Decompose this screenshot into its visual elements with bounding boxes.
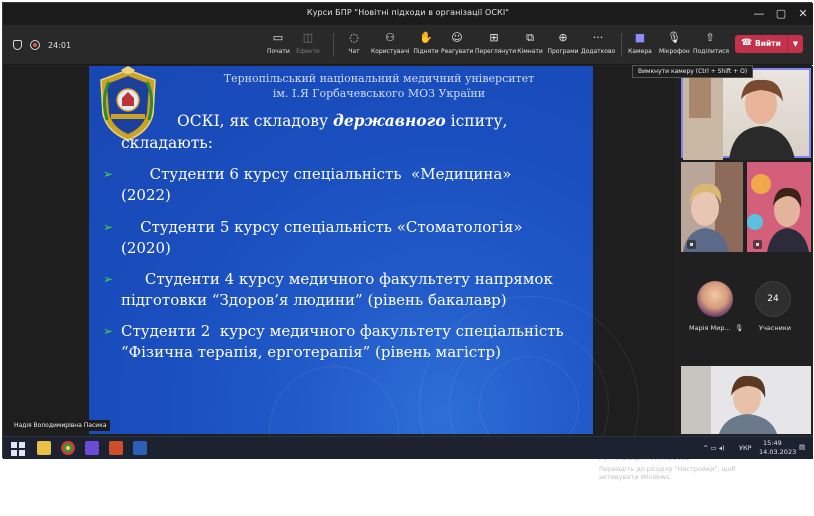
microphone-icon: 🎙 bbox=[667, 31, 681, 44]
presenter-name-label: Надія Володимирівна Пасика bbox=[11, 420, 110, 431]
participant-video-tile[interactable] bbox=[681, 68, 811, 158]
file-explorer-icon[interactable] bbox=[37, 441, 51, 455]
participants-count-badge[interactable]: 24 bbox=[755, 281, 791, 317]
rooms-icon: ⧉ bbox=[526, 31, 534, 44]
meeting-toolbar bbox=[3, 25, 813, 65]
meeting-status bbox=[13, 38, 71, 52]
powerpoint-icon[interactable] bbox=[109, 441, 123, 455]
participant-video-tile[interactable] bbox=[747, 162, 811, 252]
people-icon: ⚇ bbox=[385, 31, 395, 44]
leave-button[interactable]: ☎ Вийти ▼ bbox=[735, 35, 803, 53]
apps-icon: ⊕ bbox=[558, 31, 568, 44]
teams-icon[interactable] bbox=[85, 441, 99, 455]
slide-heading-line2: складають: bbox=[121, 134, 213, 152]
grid-icon: ⊞ bbox=[489, 31, 499, 44]
self-video-tile[interactable] bbox=[681, 366, 811, 434]
arrow-bullet-icon: ➢ bbox=[103, 324, 114, 338]
toolbar-divider bbox=[621, 33, 622, 57]
meeting-timer: 24:01 bbox=[48, 40, 72, 50]
camera-tooltip: Вимкнути камеру (Ctrl + Shift + O) bbox=[632, 65, 753, 78]
smile-icon: ☺ bbox=[451, 31, 463, 44]
avatar[interactable] bbox=[697, 281, 733, 317]
share-icon: ▭ bbox=[272, 31, 284, 44]
windows-taskbar bbox=[3, 436, 813, 459]
muted-mic-icon: 🎙 bbox=[735, 324, 744, 332]
arrow-bullet-icon: ➢ bbox=[103, 272, 114, 286]
participants-panel bbox=[675, 66, 813, 459]
screen bbox=[2, 2, 812, 481]
people-button[interactable]: ⚇ Користувачі bbox=[371, 31, 410, 55]
apps-button[interactable]: ⊕ Програми bbox=[547, 31, 579, 55]
share-button[interactable]: ⇧ Поділитися bbox=[693, 31, 730, 55]
chevron-down-icon[interactable]: ▼ bbox=[787, 35, 803, 53]
share-up-icon: ⇧ bbox=[705, 31, 715, 44]
chrome-icon[interactable] bbox=[61, 441, 75, 455]
notifications-icon[interactable]: ▤ bbox=[799, 443, 806, 451]
rooms-button[interactable]: ⧉ Кімнати bbox=[517, 31, 543, 55]
windows-start-icon[interactable] bbox=[11, 441, 25, 455]
arrow-bullet-icon: ➢ bbox=[103, 220, 114, 234]
system-tray-icons[interactable]: ^ ▭ ◂) bbox=[703, 444, 725, 452]
university-name-line2: ім. І.Я Горбачевського МОЗ України bbox=[272, 87, 486, 100]
camera-button[interactable]: ■ Камера bbox=[628, 31, 652, 55]
word-icon[interactable] bbox=[133, 441, 147, 455]
university-name-line1: Тернопільський національний медичний університет bbox=[223, 72, 535, 85]
university-crest-icon bbox=[97, 68, 159, 142]
participant-video bbox=[681, 162, 743, 252]
participant-video-tile[interactable] bbox=[681, 162, 743, 252]
participant-video bbox=[683, 70, 813, 160]
camera-icon: ■ bbox=[634, 31, 646, 44]
view-button[interactable]: ⊞ Переглянути bbox=[475, 31, 517, 55]
self-video bbox=[681, 366, 811, 434]
hand-icon: ✋ bbox=[419, 31, 433, 44]
effects-icon: ◫ bbox=[302, 31, 314, 44]
microphone-button[interactable]: 🎙 Мікрофон bbox=[659, 31, 690, 55]
muted-mic-icon: ▪ bbox=[687, 240, 696, 249]
maximize-button[interactable]: ▢ bbox=[775, 7, 787, 20]
chat-icon: ◌ bbox=[349, 31, 359, 44]
chat-button[interactable]: ◌ Чат bbox=[343, 31, 365, 63]
close-button[interactable]: ✕ bbox=[798, 7, 808, 20]
raise-hand-button[interactable]: ✋ Підняти bbox=[413, 31, 439, 55]
title-bar bbox=[3, 3, 813, 25]
arrow-bullet-icon: ➢ bbox=[103, 167, 114, 181]
recording-icon bbox=[30, 40, 40, 50]
effects-button[interactable]: ◫ Ефекти bbox=[296, 31, 320, 55]
minimize-button[interactable]: — bbox=[753, 7, 765, 20]
shield-icon bbox=[13, 40, 22, 50]
react-button[interactable]: ☺ Реагувати bbox=[441, 31, 474, 55]
participant-video bbox=[747, 162, 811, 252]
window-title: Курси БПР "Новітні підходи в організації ОСКІ" bbox=[306, 8, 510, 17]
more-icon: ··· bbox=[592, 31, 604, 44]
participants-label: Учасники bbox=[759, 324, 791, 332]
clock-date[interactable]: 14.03.2023 bbox=[759, 448, 797, 456]
windows-activation-watermark: Перейдіть до розділу "Настройки", щоб активувати Windows. bbox=[599, 465, 736, 481]
language-indicator[interactable]: УКР bbox=[739, 444, 752, 452]
presentation-slide: Тернопільський національний медичний університет ім. І.Я Горбачевського МОЗ України ОСКІ, як складову державного іспиту, складають: ➢ Студенти 6 курсу спеціальність «Медицина» (2022) ➢ Студенти 5 курсу спеціальність «Стоматологія» (2020) ➢ Студенти 4 курсу медичного факультету напрямок підготовки “Здоров’я людини” (рівень бакалавр) ➢ Студенти 2 курсу медичного факультету спеціальність “Фізична терапія, ерготерапія” (рівень магістр) bbox=[89, 66, 593, 434]
toolbar-divider bbox=[333, 33, 334, 57]
phone-hangup-icon: ☎ bbox=[741, 38, 753, 48]
decorative-ring bbox=[269, 366, 399, 496]
slide-heading: ОСКІ, як складову державного іспиту, bbox=[177, 111, 508, 130]
participant-name: Марія Мир... bbox=[689, 324, 731, 332]
muted-mic-icon: ▪ bbox=[753, 240, 762, 249]
more-button[interactable]: ··· Додатково bbox=[581, 31, 616, 55]
clock-time[interactable]: 15:49 bbox=[763, 439, 782, 447]
share-content-button[interactable]: ▭ Почати bbox=[267, 31, 290, 55]
